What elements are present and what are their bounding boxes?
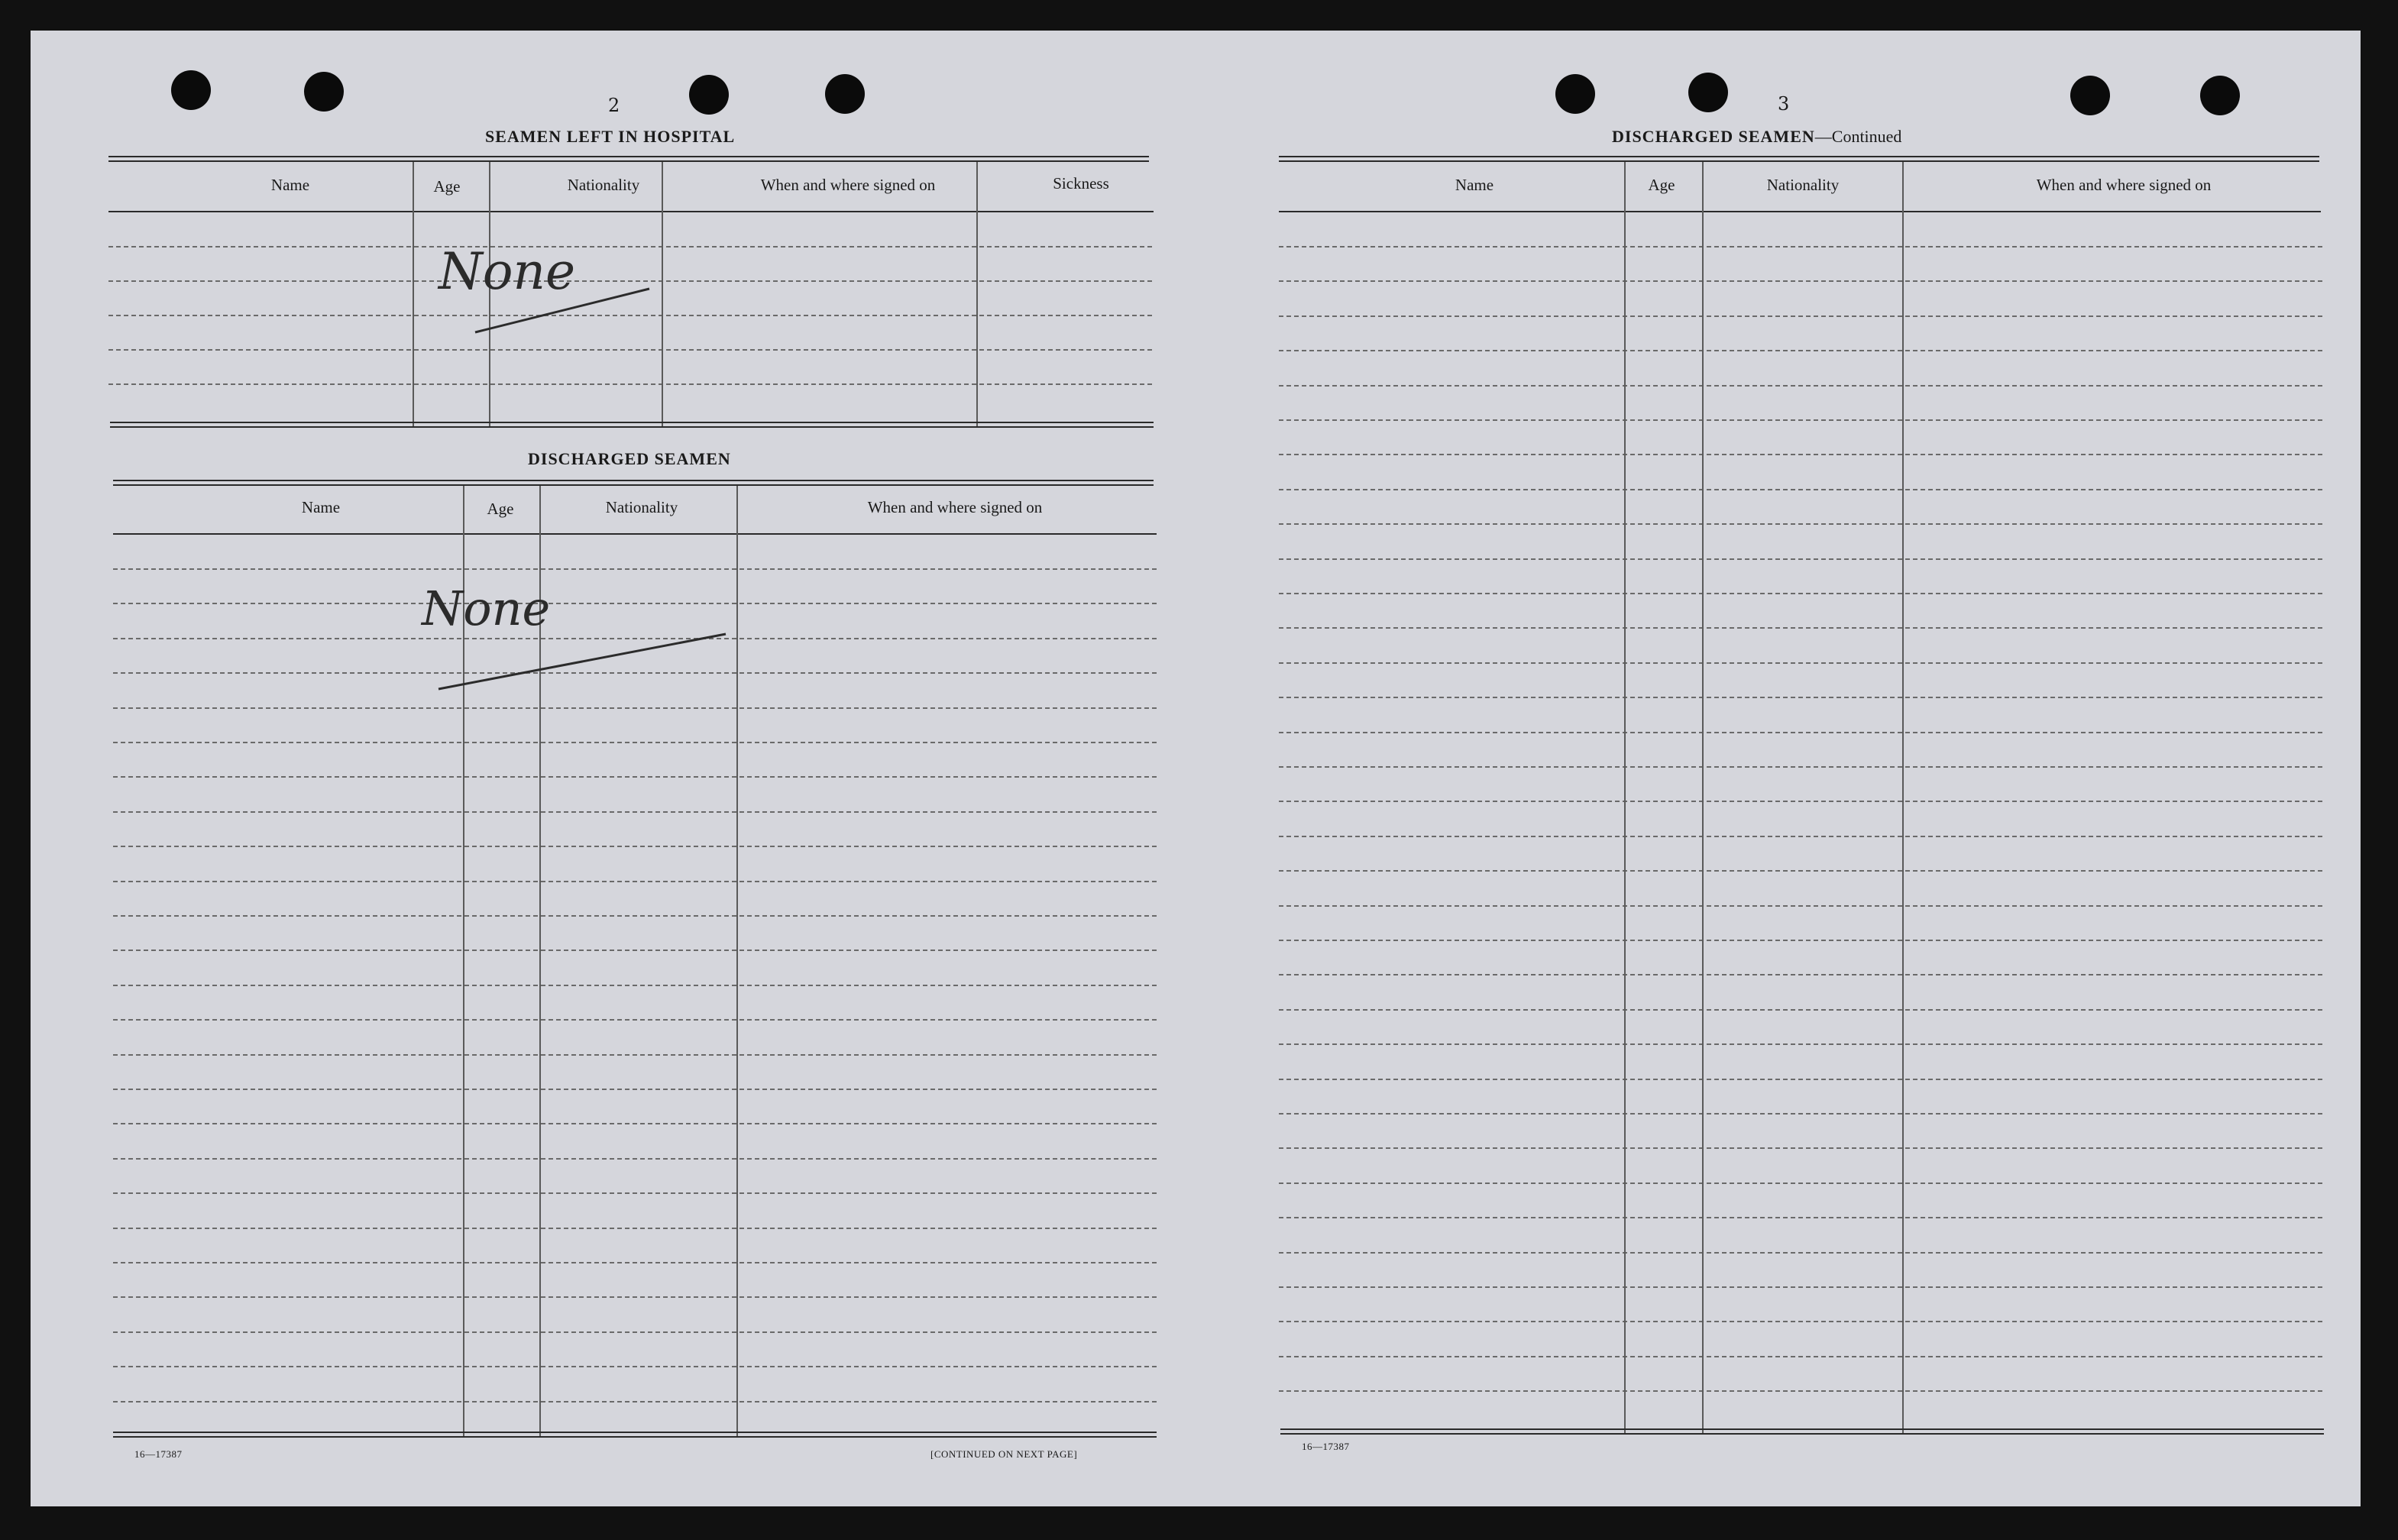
right-row-line xyxy=(1279,1356,2322,1357)
hospital-header-age: Age xyxy=(433,177,461,196)
hospital-header-rule xyxy=(108,211,1154,212)
discharged-row-line xyxy=(113,1366,1157,1367)
hospital-col-divider xyxy=(413,162,414,426)
right-row-line xyxy=(1279,1009,2322,1011)
right-header-name: Name xyxy=(1455,176,1494,194)
discharged-bottom-rule xyxy=(113,1432,1157,1433)
right-top-rule xyxy=(1279,156,2319,157)
discharged-row-line xyxy=(113,915,1157,917)
discharged-handwritten-entry xyxy=(405,558,726,703)
discharged-header-signed-on: When and where signed on xyxy=(867,498,1043,516)
right-bottom-rule xyxy=(1280,1428,2324,1430)
discharged-row-line xyxy=(113,1089,1157,1090)
discharged-header-age: Age xyxy=(487,500,514,518)
right-row-line xyxy=(1279,1390,2322,1392)
left-form-number: 16—17387 xyxy=(134,1448,183,1460)
right-top-rule-2 xyxy=(1279,160,2319,162)
discharged-header-name: Name xyxy=(301,498,341,516)
hospital-bottom-rule-2 xyxy=(110,426,1154,428)
right-row-line xyxy=(1279,766,2322,768)
right-row-line xyxy=(1279,350,2322,351)
right-header-age: Age xyxy=(1648,176,1675,194)
hospital-header-sickness: Sickness xyxy=(1053,174,1109,192)
right-section-title xyxy=(1612,127,1901,147)
discharged-row-line xyxy=(113,950,1157,951)
discharged-bottom-rule-2 xyxy=(113,1436,1157,1438)
punch-hole xyxy=(1688,73,1728,112)
discharged-row-line xyxy=(113,1296,1157,1298)
right-row-line xyxy=(1279,246,2322,247)
punch-hole xyxy=(1555,74,1595,114)
right-row-line xyxy=(1279,836,2322,837)
right-row-line xyxy=(1279,454,2322,455)
hospital-row-line xyxy=(108,349,1152,351)
right-row-line xyxy=(1279,697,2322,698)
discharged-row-line xyxy=(113,846,1157,847)
hospital-header-signed-on: When and where signed on xyxy=(760,176,936,194)
discharged-row-line xyxy=(113,1054,1157,1056)
punch-hole xyxy=(2070,76,2110,115)
discharged-row-line xyxy=(113,985,1157,986)
right-row-line xyxy=(1279,940,2322,941)
right-row-line xyxy=(1279,732,2322,733)
hospital-header-nationality: Nationality xyxy=(567,176,640,194)
hospital-row-line xyxy=(108,383,1152,385)
discharged-row-line xyxy=(113,881,1157,882)
right-bottom-rule-2 xyxy=(1280,1433,2324,1435)
right-row-line xyxy=(1279,523,2322,525)
right-row-line xyxy=(1279,1147,2322,1149)
right-row-line xyxy=(1279,280,2322,282)
right-row-line xyxy=(1279,1217,2322,1218)
form-sheet xyxy=(31,31,2361,1506)
right-row-line xyxy=(1279,593,2322,594)
right-row-line xyxy=(1279,1286,2322,1288)
right-row-line xyxy=(1279,974,2322,975)
punch-hole xyxy=(2200,76,2240,115)
right-title-main: DISCHARGED SEAMEN xyxy=(1612,127,1815,146)
right-row-line xyxy=(1279,870,2322,872)
right-header-nationality: Nationality xyxy=(1766,176,1840,194)
discharged-row-line xyxy=(113,1192,1157,1194)
discharged-col-divider xyxy=(736,486,738,1436)
discharged-row-line xyxy=(113,1262,1157,1263)
right-row-line xyxy=(1279,315,2322,317)
right-title-continued: —Continued xyxy=(1814,127,1902,146)
right-form-number: 16—17387 xyxy=(1302,1441,1350,1452)
right-row-line xyxy=(1279,905,2322,907)
right-col-divider xyxy=(1902,162,1904,1433)
discharged-row-line xyxy=(113,1158,1157,1160)
right-row-line xyxy=(1279,1182,2322,1184)
discharged-section-title: DISCHARGED SEAMEN xyxy=(528,449,731,468)
right-header-signed-on: When and where signed on xyxy=(2036,176,2212,194)
right-page-number: 3 xyxy=(1778,93,1790,115)
right-row-line xyxy=(1279,662,2322,664)
discharged-row-line xyxy=(113,707,1157,709)
discharged-row-line xyxy=(113,1331,1157,1333)
punch-hole xyxy=(825,74,865,114)
right-row-line xyxy=(1279,1321,2322,1322)
discharged-row-line xyxy=(113,1401,1157,1402)
right-col-divider xyxy=(1624,162,1626,1433)
right-row-line xyxy=(1279,419,2322,421)
hospital-section-title: SEAMEN LEFT IN HOSPITAL xyxy=(485,127,736,146)
discharged-header-nationality: Nationality xyxy=(605,498,678,516)
right-row-line xyxy=(1279,801,2322,802)
discharged-row-line xyxy=(113,1019,1157,1021)
discharged-row-line xyxy=(113,1123,1157,1124)
right-row-line xyxy=(1279,1079,2322,1080)
discharged-row-line xyxy=(113,776,1157,778)
punch-hole xyxy=(171,70,211,110)
discharged-top-rule xyxy=(113,480,1154,481)
right-row-line xyxy=(1279,627,2322,629)
continued-note: [CONTINUED ON NEXT PAGE] xyxy=(930,1448,1078,1460)
punch-hole xyxy=(689,75,729,115)
punch-hole xyxy=(304,72,344,112)
discharged-row-line xyxy=(113,742,1157,743)
right-row-line xyxy=(1279,1043,2322,1045)
hospital-bottom-rule xyxy=(110,422,1154,423)
right-row-line xyxy=(1279,1252,2322,1254)
hospital-col-divider xyxy=(976,162,978,426)
hospital-top-rule xyxy=(108,156,1149,157)
right-row-line xyxy=(1279,1113,2322,1115)
right-row-line xyxy=(1279,385,2322,387)
hospital-top-rule-2 xyxy=(108,160,1149,162)
discharged-row-line xyxy=(113,811,1157,813)
hospital-handwritten-entry xyxy=(435,222,665,344)
right-header-rule xyxy=(1279,211,2321,212)
discharged-strike-line xyxy=(439,634,726,689)
discharged-top-rule-2 xyxy=(113,484,1154,486)
hospital-handwritten-text: None xyxy=(439,242,576,301)
discharged-header-rule xyxy=(113,533,1157,535)
left-page-number: 2 xyxy=(608,95,620,116)
discharged-handwritten-text: None xyxy=(422,581,551,636)
hospital-header-name: Name xyxy=(270,176,310,194)
right-col-divider xyxy=(1702,162,1704,1433)
right-row-line xyxy=(1279,489,2322,490)
discharged-row-line xyxy=(113,1228,1157,1229)
right-row-line xyxy=(1279,558,2322,560)
